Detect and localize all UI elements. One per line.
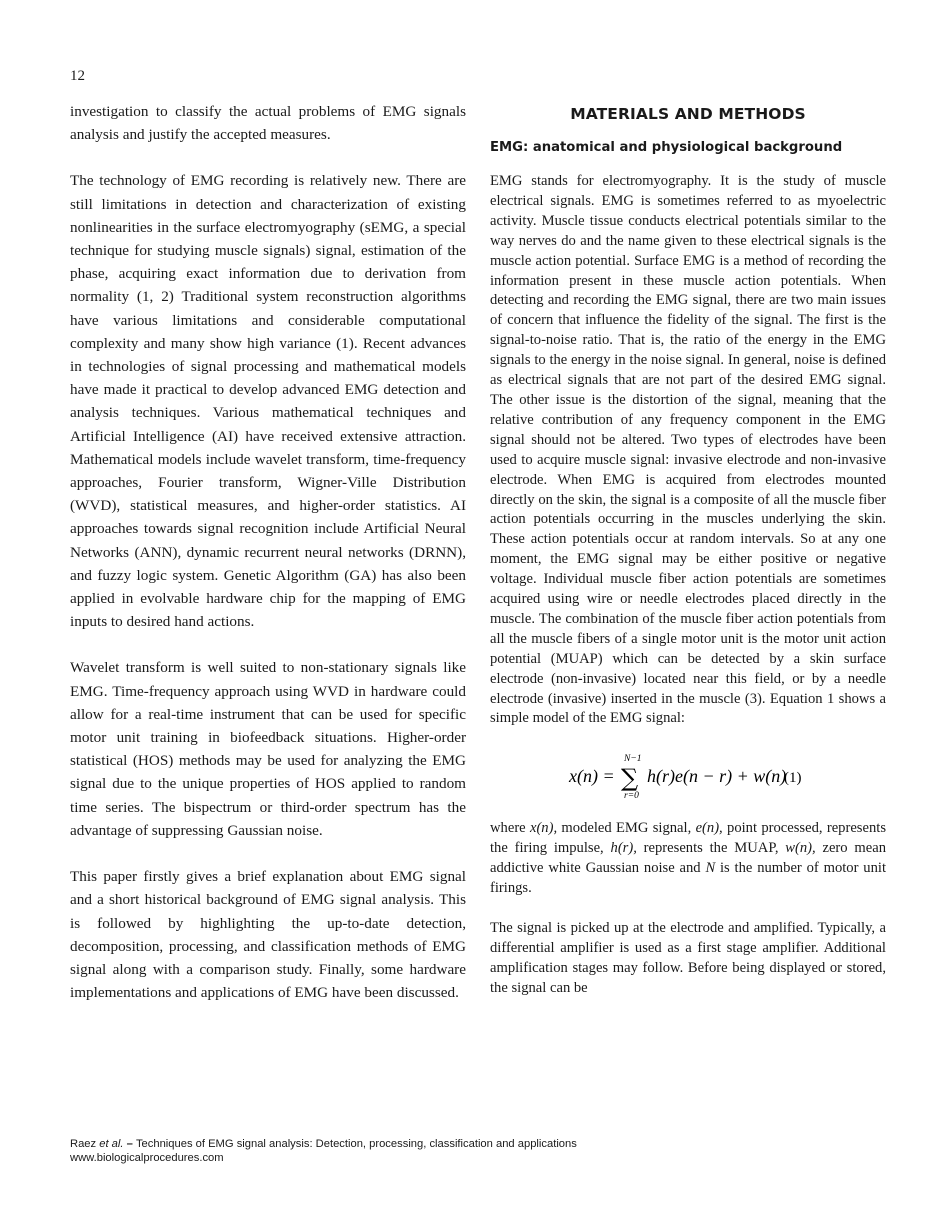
equation-lhs: x(n) = xyxy=(569,766,615,787)
footer-et-al: et al. xyxy=(99,1138,124,1150)
subsection-title: EMG: anatomical and physiological background xyxy=(490,140,843,155)
right-column xyxy=(490,100,886,999)
paragraph-equation-explanation xyxy=(490,819,886,899)
footer-website[interactable]: www.biologicalprocedures.com xyxy=(70,1152,224,1164)
footer-authors: Raez xyxy=(70,1138,100,1150)
paragraph-wavelet: Wavelet transform is well suited to non-stationary signals like EMG. Time-frequency approach using WVD in hardware could allow for a real-time instrument that can be used for specific motor unit training in biofeedback situations. Higher-order statistical (HOS) methods may be used for analyzing the EMG signal due to the unique properties of HOS applied to random time series. The bispectrum or third-order spectrum has the advantage of suppressing Gaussian noise. xyxy=(70,659,466,839)
variable-n: N xyxy=(705,860,716,877)
text-run: point processed, represents the firing impulse, xyxy=(490,820,886,857)
variable-x: x(n), xyxy=(529,820,558,837)
text-run: zero mean addictive white Gaussian noise and xyxy=(490,840,886,877)
paragraph-technology: The technology of EMG recording is relatively new. There are still limitations in detection and characterization of existing nonlinearities in the surface electromyography (sEMG, a special technique for studying muscle signals) signal, estimation of the phase, acquiring exact information due to derivation from normality (1, 2) Traditional system reconstruction algorithms have various limitations and considerable computational complexity and many show high variance (1). Recent advances in technologies of signal processing and mathematical models have made it practical to develop advanced EMG detection and analysis techniques. Various mathematical techniques and Artificial Intelligence (AI) have received extensive attraction. Mathematical models include wavelet transform, time-frequency approaches, Fourier transform, Wigner-Ville Distribution (WVD), statistical measures, and higher-order statistics. AI approaches towards signal recognition include Artificial Neural Networks (ANN), dynamic recurrent neural networks (DRNN), and fuzzy logic system. Genetic Algorithm (GA) has also been applied in evolvable hardware chip for the mapping of EMG inputs to desired hand actions. xyxy=(70,172,466,631)
equation-svg xyxy=(490,747,886,801)
paragraph-amplification: The signal is picked up at the electrode and amplified. Typically, a differential amplifier is used as a first stage amplifier. Additional amplification stages may follow. Before being displayed or stored, the signal can be xyxy=(490,920,886,996)
equation-sum-lower: r=0 xyxy=(624,791,639,802)
equation-rhs: h(r)e(n − r) + w(n) xyxy=(647,766,787,787)
text-run: represents the MUAP, xyxy=(636,840,786,857)
text-run: where xyxy=(490,820,530,837)
equation-sum-symbol: ∑ xyxy=(621,764,639,793)
equation-number: (1) xyxy=(784,770,802,787)
text-run: is the number of motor unit firings. xyxy=(490,860,886,897)
paragraph-paper-outline: This paper firstly gives a brief explanation about EMG signal and a short historical background of EMG signal analysis. This is followed by highlighting the up-to-date detection, decomposition, processing, and classification methods of EMG signal along with a comparison study. Finally, some hardware implementations and applications of EMG have been discussed. xyxy=(70,868,466,1002)
left-column xyxy=(70,100,466,1004)
text-run: modeled EMG signal, xyxy=(557,820,696,837)
variable-w: w(n), xyxy=(785,840,816,857)
variable-e: e(n), xyxy=(695,820,723,837)
footer-separator: – xyxy=(123,1138,136,1150)
page-number: 12 xyxy=(70,68,85,84)
paragraph-emg-background: EMG stands for electromyography. It is the study of muscle electrical signals. EMG is sometimes referred to as myoelectric activity. Muscle tissue conducts electrical potentials similar to the way nerves do and the name given to these electrical signals is the muscle action potential. Surface EMG is a method of recording the information present in these muscle action potentials. When detecting and recording the EMG signal, there are two main issues of concern that influence the fidelity of the signal. The first is the signal-to-noise ratio. That is, the ratio of the energy in the EMG signals to the energy in the noise signal. In general, noise is defined as electrical signals that are not part of the desired EMG signal. The other issue is the distortion of the signal, meaning that the relative contribution of any frequency component in the EMG signal should not be altered. Two types of electrodes have been used to acquire muscle signal: invasive electrode and non-invasive electrode. When EMG is acquired from electrodes mounted directly on the skin, the signal is a composite of all the muscle fiber action potentials occurring in the muscles underlying the skin. These action potentials occur at random intervals. So at any one moment, the EMG signal may be either positive or negative voltage. Individual muscle fiber action potentials are sometimes acquired using wire or needle electrodes placed directly in the muscle. The combination of the muscle fiber action potentials from all the muscle fibers of a single motor unit is the motor unit action potential (MUAP) which can be detected by a skin surface electrode (non-invasive) located near this field, or by a needle electrode (invasive) inserted in the muscle (3). Equation 1 shows a simple model of the EMG signal: xyxy=(490,173,886,727)
equation-1 xyxy=(490,747,886,801)
intro-paragraph-continuation: investigation to classify the actual problems of EMG signals analysis and justify the accepted measures. xyxy=(70,103,466,144)
variable-h: h(r), xyxy=(610,840,637,857)
section-title: MATERIALS AND METHODS xyxy=(570,105,806,123)
page-footer xyxy=(70,1137,577,1165)
footer-title: Techniques of EMG signal analysis: Detection, processing, classification and applications xyxy=(135,1138,577,1150)
equation-sum-upper: N−1 xyxy=(624,754,642,765)
footer-citation xyxy=(70,1137,577,1151)
